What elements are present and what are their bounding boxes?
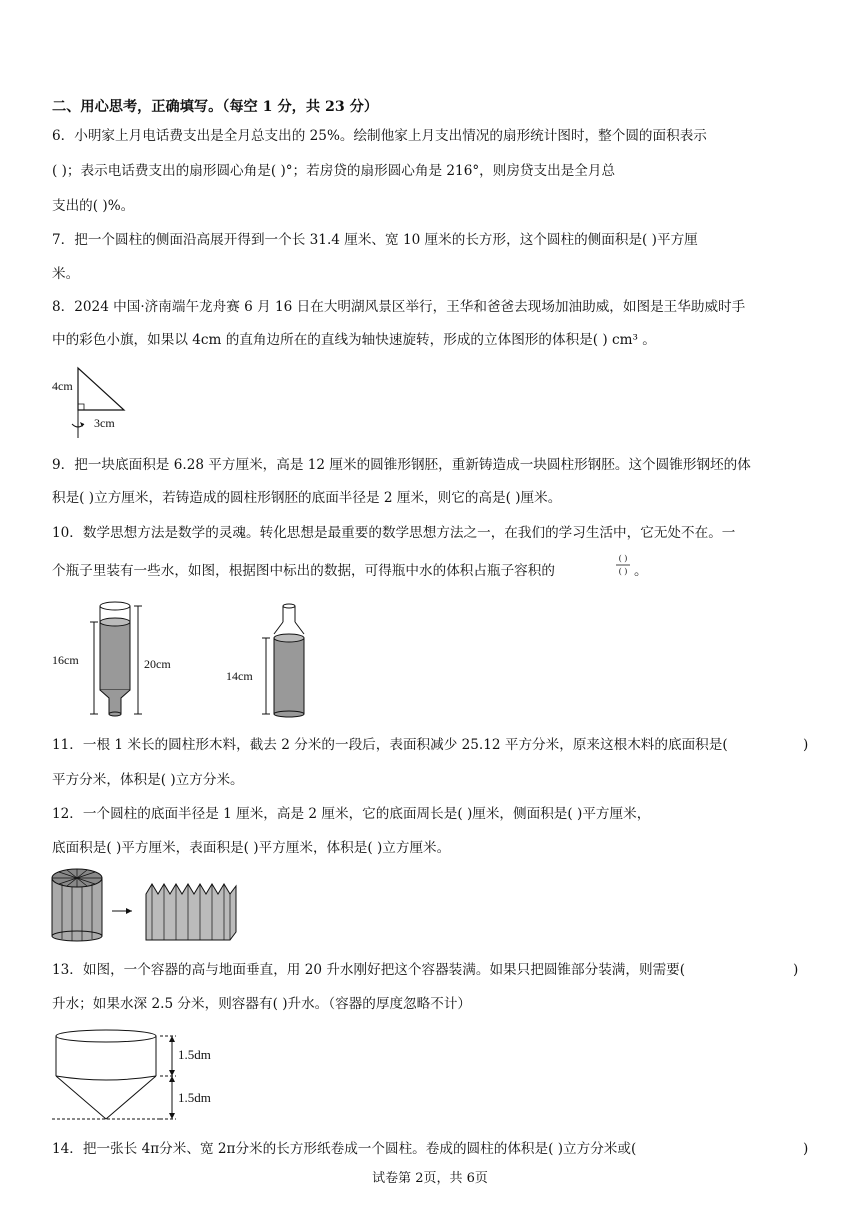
bottles-figure bbox=[52, 598, 312, 723]
q8-line1: 8．2024 中国·济南端午龙舟赛 6 月 16 日在大明湖风景区举行，王华和爸爸去现场加油助威，如图是王华助威时手 bbox=[52, 299, 746, 315]
page-footer: 试卷第 2页，共 6页 bbox=[372, 1171, 488, 1186]
q14-line1: 14．把一张长 4π分米、宽 2π分米的长方形纸卷成一个圆柱。卷成的圆柱的体积是( )立方分米或( bbox=[52, 1141, 637, 1157]
container-figure bbox=[52, 1028, 252, 1124]
q12-line1: 12．一个圆柱的底面半径是 1 厘米，高是 2 厘米，它的底面周长是( )厘米，侧面积是( )平方厘米， bbox=[52, 806, 651, 822]
q13-line1: 13．如图，一个容器的高与地面垂直，用 20 升水刚好把这个容器装满。如果只把圆锥部分装满，则需要( bbox=[52, 962, 686, 978]
q10-line2-end: 。 bbox=[634, 563, 648, 579]
q11-line1: 11．一根 1 米长的圆柱形木料，截去 2 分米的一段后，表面积减少 25.12 平方分米，原来这根木料的底面积是( bbox=[52, 737, 728, 753]
q10-line2: 个瓶子里装有一些水，如图，根据图中标出的数据，可得瓶中水的体积占瓶子容积的 bbox=[52, 563, 555, 579]
q13-line2: 升水；如果水深 2.5 分米，则容器有( )升水。（容器的厚度忽略不计） bbox=[52, 996, 472, 1012]
q6-line1: 6．小明家上月电话费支出是全月总支出的 25%。绘制他家上月支出情况的扇形统计图时，整个圆的面积表示 bbox=[52, 128, 707, 144]
q12-line2: 底面积是( )平方厘米，表面积是( )平方厘米，体积是( )立方厘米。 bbox=[52, 840, 451, 856]
q6-line3: 支出的( )%。 bbox=[52, 198, 135, 214]
q9-line2: 积是( )立方厘米，若铸造成的圆柱形钢胚的底面半径是 2 厘米，则它的高是( )厘米。 bbox=[52, 490, 562, 506]
left-bottle-water-label: 16cm bbox=[52, 653, 79, 667]
q10-line1: 10．数学思想方法是数学的灵魂。转化思想是最重要的数学思想方法之一，在我们的学习生活中，它无处不在。一 bbox=[52, 525, 736, 541]
flag-side-label: 4cm bbox=[52, 379, 73, 393]
section-heading: 二、用心思考，正确填写。（每空 1 分，共 23 分） bbox=[52, 99, 379, 115]
right-bottle-water-label: 14cm bbox=[226, 669, 253, 683]
container-bottom-label: 1.5dm bbox=[178, 1090, 211, 1105]
q13-line1-end: ) bbox=[793, 962, 799, 978]
flag-base-label: 3cm bbox=[94, 416, 115, 430]
left-bottle-height-label: 20cm bbox=[144, 657, 171, 671]
fraction-numerator: ( ) bbox=[618, 554, 628, 563]
q8-line2: 中的彩色小旗，如果以 4cm 的直角边所在的直线为轴快速旋转，形成的立体图形的体积是( ) cm³ 。 bbox=[52, 332, 656, 348]
q14-line1-end: ) bbox=[803, 1141, 809, 1157]
flag-figure bbox=[52, 360, 142, 445]
cylinder-transform-figure bbox=[50, 866, 250, 946]
q11-line2: 平方分米，体积是( )立方分米。 bbox=[52, 772, 244, 788]
q7-line2: 米。 bbox=[52, 266, 80, 282]
fraction-bar bbox=[616, 564, 630, 566]
container-top-label: 1.5dm bbox=[178, 1047, 211, 1062]
q6-line2: ( )；表示电话费支出的扇形圆心角是( )°；若房贷的扇形圆心角是 216°，则房贷支出是全月总 bbox=[52, 163, 616, 179]
fraction-denominator: ( ) bbox=[618, 567, 628, 576]
q11-line1-end: ) bbox=[803, 737, 809, 753]
q9-line1: 9．把一块底面积是 6.28 平方厘米，高是 12 厘米的圆锥形钢胚，重新铸造成一块圆柱形钢胚。这个圆锥形钢坯的体 bbox=[52, 457, 751, 473]
q7-line1: 7．把一个圆柱的侧面沿高展开得到一个长 31.4 厘米、宽 10 厘米的长方形，这个圆柱的侧面积是( )平方厘 bbox=[52, 232, 698, 248]
